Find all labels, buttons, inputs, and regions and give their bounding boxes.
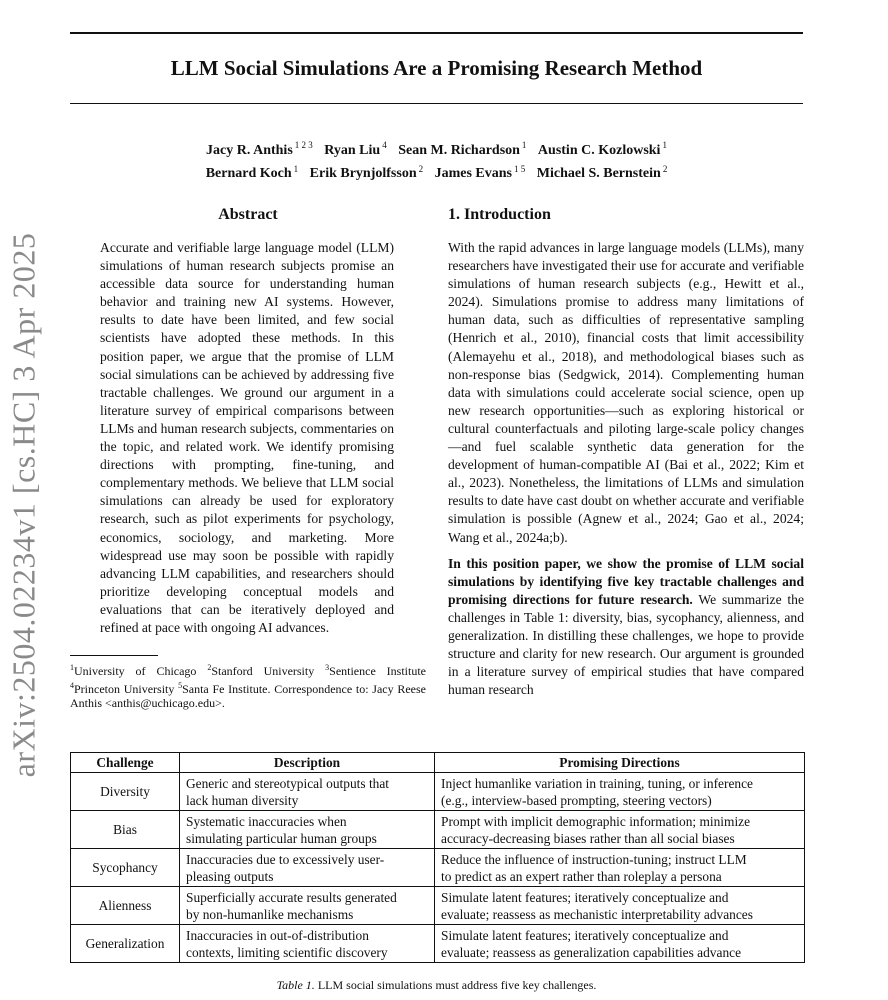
challenge-cell: Generalization [71, 925, 180, 963]
description-cell: Generic and stereotypical outputs that lack human diversity [180, 773, 435, 811]
position-statement: In this position paper, we show the promise of LLM social simulations by identifying five key tractable challenges and promising directions for future research. [448, 555, 804, 607]
directions-cell: Simulate latent features; iteratively conceptualize and evaluate; reassess as generalization capabilities advance [435, 925, 805, 963]
directions-cell: Prompt with implicit demographic information; minimize accuracy-decreasing biases rather than all social biases [435, 811, 805, 849]
title-rule-top [70, 32, 803, 34]
right-column [448, 206, 804, 699]
caption-text: LLM social simulations must address five key challenges. [317, 978, 597, 992]
author-list [70, 136, 803, 183]
author: Erik Brynjolfsson $^2$ [309, 163, 424, 182]
arxiv-sidebar-stamp [0, 232, 48, 778]
description-cell: Inaccuracies in out-of-distribution contexts, limiting scientific discovery [180, 925, 435, 963]
author: Ryan Liu $^4$ [324, 140, 387, 158]
footnote-rule [70, 655, 158, 656]
author: Michael S. Bernstein $^2$ [536, 163, 668, 182]
table-row [71, 811, 805, 849]
table-row [71, 849, 805, 887]
header-challenge: Challenge [71, 753, 180, 773]
directions-cell: Simulate latent features; iteratively conceptualize and evaluate; reassess as mechanistic interpretability advances [435, 887, 805, 925]
affiliations-footnote: $^1$University of Chicago $^2$Stanford University $^3$Sentience Institute $^4$Princeton University $^5$Santa Fe Institute. Correspondence to: Jacy Reese Anthis <anthis@uchicago.edu>. [70, 663, 427, 711]
table-header-row [71, 753, 805, 773]
arxiv-identifier: arXiv:2504.02234v1 [cs.HC] 3 Apr 2025 [5, 232, 42, 778]
header-description: Description [180, 753, 435, 773]
author: Sean M. Richardson $^1$ [398, 140, 527, 158]
table-row [71, 773, 805, 811]
challenges-table [70, 752, 805, 963]
introduction-heading: 1. Introduction [448, 206, 551, 223]
author: Bernard Koch $^1$ [205, 163, 299, 182]
paper-title: LLM Social Simulations Are a Promising Research Method [170, 56, 703, 80]
directions-cell: Inject humanlike variation in training, tuning, or inference (e.g., interview-based prompting, steering vectors) [435, 773, 805, 811]
directions-cell: Reduce the influence of instruction-tuning; instruct LLM to predict as an expert rather than roleplay a persona [435, 849, 805, 887]
title-rule-bottom [70, 103, 803, 104]
description-cell: Superficially accurate results generated by non-humanlike mechanisms [180, 887, 435, 925]
description-cell: Systematic inaccuracies when simulating particular human groups [180, 811, 435, 849]
abstract-body: Accurate and verifiable large language model (LLM) simulations of human research subjects promise an accessible data source for understanding human behavior and training new AI systems. However, results to date have been limited, and few social scientists have adopted these methods. In this position paper, we argue that the promise of LLM social simulations can be achieved by addressing five tractable challenges. We ground our argument in a literature survey of empirical comparisons between LLMs and human research subjects, commentaries on the topic, and related work. We identify promising directions with prompting, fine-tuning, and complementary methods. We believe that LLM social simulations can already be used for exploratory research, such as pilot experiments for psychology, economics, sociology, and marketing. More widespread use may soon be possible with rapidly advancing LLM capabilities, and researchers should prioritize developing conceptual models and evaluations that can be iteratively deployed and refined at pace with ongoing AI advances. [100, 240, 394, 635]
abstract-heading: Abstract [218, 206, 278, 223]
description-cell: Inaccuracies due to excessively user- pleasing outputs [180, 849, 435, 887]
author: James Evans $^{1 5}$ [434, 163, 526, 182]
author: Jacy R. Anthis $^{1 2 3}$ [206, 140, 313, 158]
caption-label: Table 1. [276, 978, 315, 992]
introduction-paragraph-1: With the rapid advances in large language models (LLMs), many researchers have investigated their use for accurate and verifiable simulations of human research subjects (e.g., Hewitt et al., 2024). Simulations promise to address many limitations of human data, such as difficulties of representative sampling (Henrich et al., 2010), financial costs that limit accessibility (Alemayehu et al., 2018), and methodological biases such as non-response bias (Sedgwick, 2014). Complementing human data with simulations could accelerate social science, open up new research opportunities—such as exploring historical or cultural counterfactuals and piloting large-scale policy changes—and fuel scalable synthetic data generation for the development of human-compatible AI (Bai et al., 2022; Kim et al., 2023). Nonetheless, the limitations of LLMs and simulation results to date have cast doubt on whether accurate and verifiable simulation is possible (Agnew et al., 2024; Gao et al., 2024; Wang et al., 2024a;b). [448, 240, 804, 545]
author-line-1 [70, 136, 803, 160]
table-caption [70, 978, 803, 993]
left-column [70, 206, 426, 711]
introduction-paragraph-2: In this position paper, we show the promise of LLM social simulations by identifying five key tractable challenges and promising directions for future research. We summarize the challenges in Table 1: diversity, bias, sycophancy, alienness, and generalization. In distilling these challenges, we hope to provide structure and clarity for new research. Our argument is grounded in a literature survey of empirical studies that have compared human research [448, 555, 804, 698]
challenge-cell: Diversity [71, 773, 180, 811]
challenge-cell: Sycophancy [71, 849, 180, 887]
challenge-cell: Bias [71, 811, 180, 849]
table-row [71, 925, 805, 963]
author: Austin C. Kozlowski $^1$ [537, 140, 667, 158]
author-line-2 [70, 160, 803, 184]
header-directions: Promising Directions [435, 753, 805, 773]
challenge-cell: Alienness [71, 887, 180, 925]
table-row [71, 887, 805, 925]
